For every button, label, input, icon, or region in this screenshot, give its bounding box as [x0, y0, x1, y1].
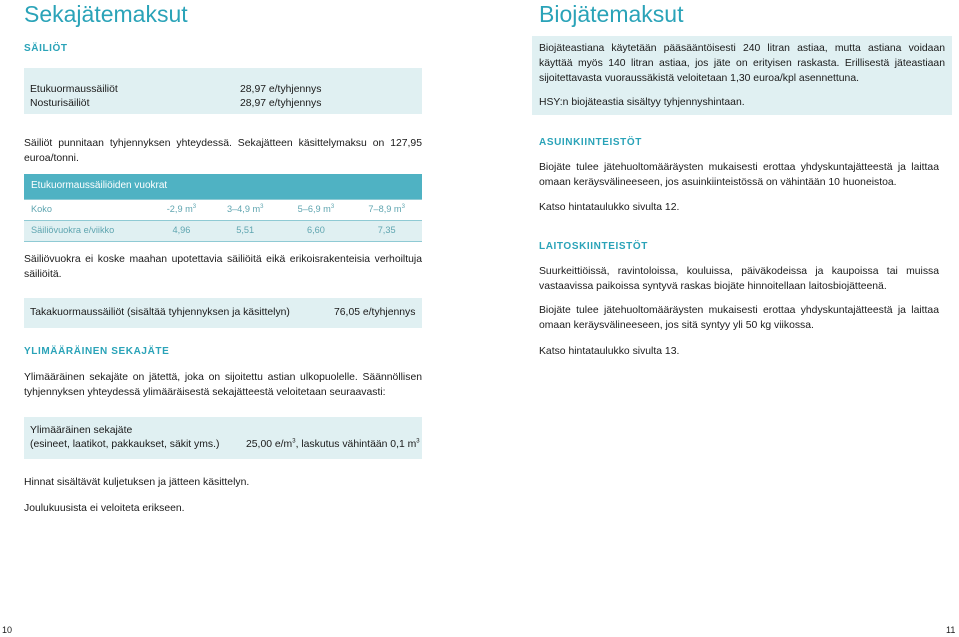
residential-paragraph: Biojäte tulee jätehuoltomääräysten mukaisesti erottaa yhdyskuntajätteestä ja laittaa omaan keräysvälineeseen, jos asuinkiinteistössä on vähintään 10 huoneistoa.: [539, 162, 939, 189]
institution-paragraph-1: Suurkeittiöissä, ravintoloissa, kouluissa, päiväkodeissa ja kaupoissa tai muissa vastaavissa paikoissa syntyvä raskas biojäte hinnoitellaan laitosbiojätteenä.: [539, 266, 939, 293]
back-loader-price: 76,05 e/tyhjennys: [334, 307, 416, 318]
institution-price-link-text[interactable]: Katso hintataulukko sivulta 13.: [539, 346, 680, 357]
excess-waste-label-line-1: Ylimääräinen sekajäte: [30, 425, 133, 436]
rent-table-size-cell: 7–8,9 $m^3$: [351, 200, 422, 221]
sailiot-heading: SÄILIÖT: [24, 43, 68, 54]
rent-table-size-cell: -2,9 $m^3$: [153, 200, 210, 221]
weigh-paragraph: Säiliöt punnitaan tyhjennyksen yhteydessä. Sekajätteen käsittelymaksu on 127,95 euroa/tonni.: [24, 138, 422, 165]
excess-waste-label-line-2: (esineet, laatikot, pakkaukset, säkit yms.): [30, 439, 220, 450]
sailiot-row-1-price: 28,97 e/tyhjennys: [240, 84, 322, 95]
excess-waste-price: 25,00 $e/m^3$, laskutus vähintään 0,1 $m^3$: [246, 438, 420, 450]
rent-table-rent-cell: 7,35: [351, 221, 422, 242]
biowaste-bin-paragraph: Biojäteastiana käytetään pääsääntöisesti 240 litran astiaa, mutta astiana voidaan käyttää myös 140 litran astiaa, jos jäte on erityisen raskasta. Erillisestä jäteastiaan sijoitettavasta vuoraussäkistä veloitetaan 1,30 euroa/kpl asennettuna.: [539, 43, 945, 85]
rent-table-size-cell: 5–6,9 $m^3$: [281, 200, 352, 221]
residential-price-link[interactable]: [539, 200, 679, 215]
right-page-number: 11: [946, 625, 956, 635]
institution-paragraph-2: Biojäte tulee jätehuoltomääräysten mukaisesti erottaa yhdyskuntajätteestä ja laittaa omaan keräysvälineeseen, jos sitä syntyy yli 50 kg viikossa.: [539, 305, 939, 332]
left-page-number: 10: [2, 625, 13, 635]
biowaste-info-box: [532, 36, 952, 115]
sailiot-row-2-price: 28,97 e/tyhjennys: [240, 98, 322, 109]
sailiot-price-box: [24, 68, 422, 114]
rent-table-rent-cell: 5,51: [210, 221, 281, 242]
rent-table-size-cell: 3–4,9 $m^3$: [210, 200, 281, 221]
back-loader-price-box: [24, 298, 422, 328]
rent-note-paragraph: Säiliövuokra ei koske maahan upotettavia säiliöitä eikä erikoisrakenteisia verhoiltuja säiliöitä.: [24, 254, 422, 281]
excess-waste-price-box: [24, 417, 422, 459]
rent-table-rent-cell: 6,60: [281, 221, 352, 242]
rent-table-header: Etukuormaussäiliöiden vuokrat: [24, 174, 422, 200]
hsy-bin-note: HSY:n biojäteastia sisältyy tyhjennyshintaan.: [539, 97, 745, 108]
rent-table-size-label: Koko: [24, 200, 153, 221]
sailiot-row-2-name: Nosturisäiliöt: [30, 98, 90, 109]
right-page-title: Biojätemaksut: [539, 1, 684, 27]
sailiot-row-1-name: Etukuormaussäiliöt: [30, 84, 118, 95]
excess-waste-paragraph: Ylimääräinen sekajäte on jätettä, joka on sijoitettu astian ulkopuolelle. Säännöllisen tyhjennyksen yhteydessä ylimääräisestä sekajätteestä veloitetaan seuraavasti:: [24, 372, 422, 399]
transport-note: Hinnat sisältävät kuljetuksen ja jätteen käsittelyn.: [24, 477, 250, 488]
christmas-tree-note: Joulukuusista ei veloiteta erikseen.: [24, 503, 185, 514]
back-loader-label: Takakuormaussäiliöt (sisältää tyhjennyksen ja käsittelyn): [30, 307, 290, 318]
rent-table: [24, 174, 422, 242]
excess-waste-heading: YLIMÄÄRÄINEN SEKAJÄTE: [24, 346, 170, 357]
left-page-title: Sekajätemaksut: [24, 1, 188, 27]
rent-table-rent-cell: 4,96: [153, 221, 210, 242]
residential-price-link-text[interactable]: Katso hintataulukko sivulta 12.: [539, 202, 680, 213]
rent-table-rent-label: Säiliövuokra e/viikko: [24, 221, 153, 242]
institution-heading: LAITOSKIINTEISTÖT: [539, 241, 648, 252]
institution-price-link[interactable]: [539, 344, 679, 359]
residential-heading: ASUINKIINTEISTÖT: [539, 137, 642, 148]
